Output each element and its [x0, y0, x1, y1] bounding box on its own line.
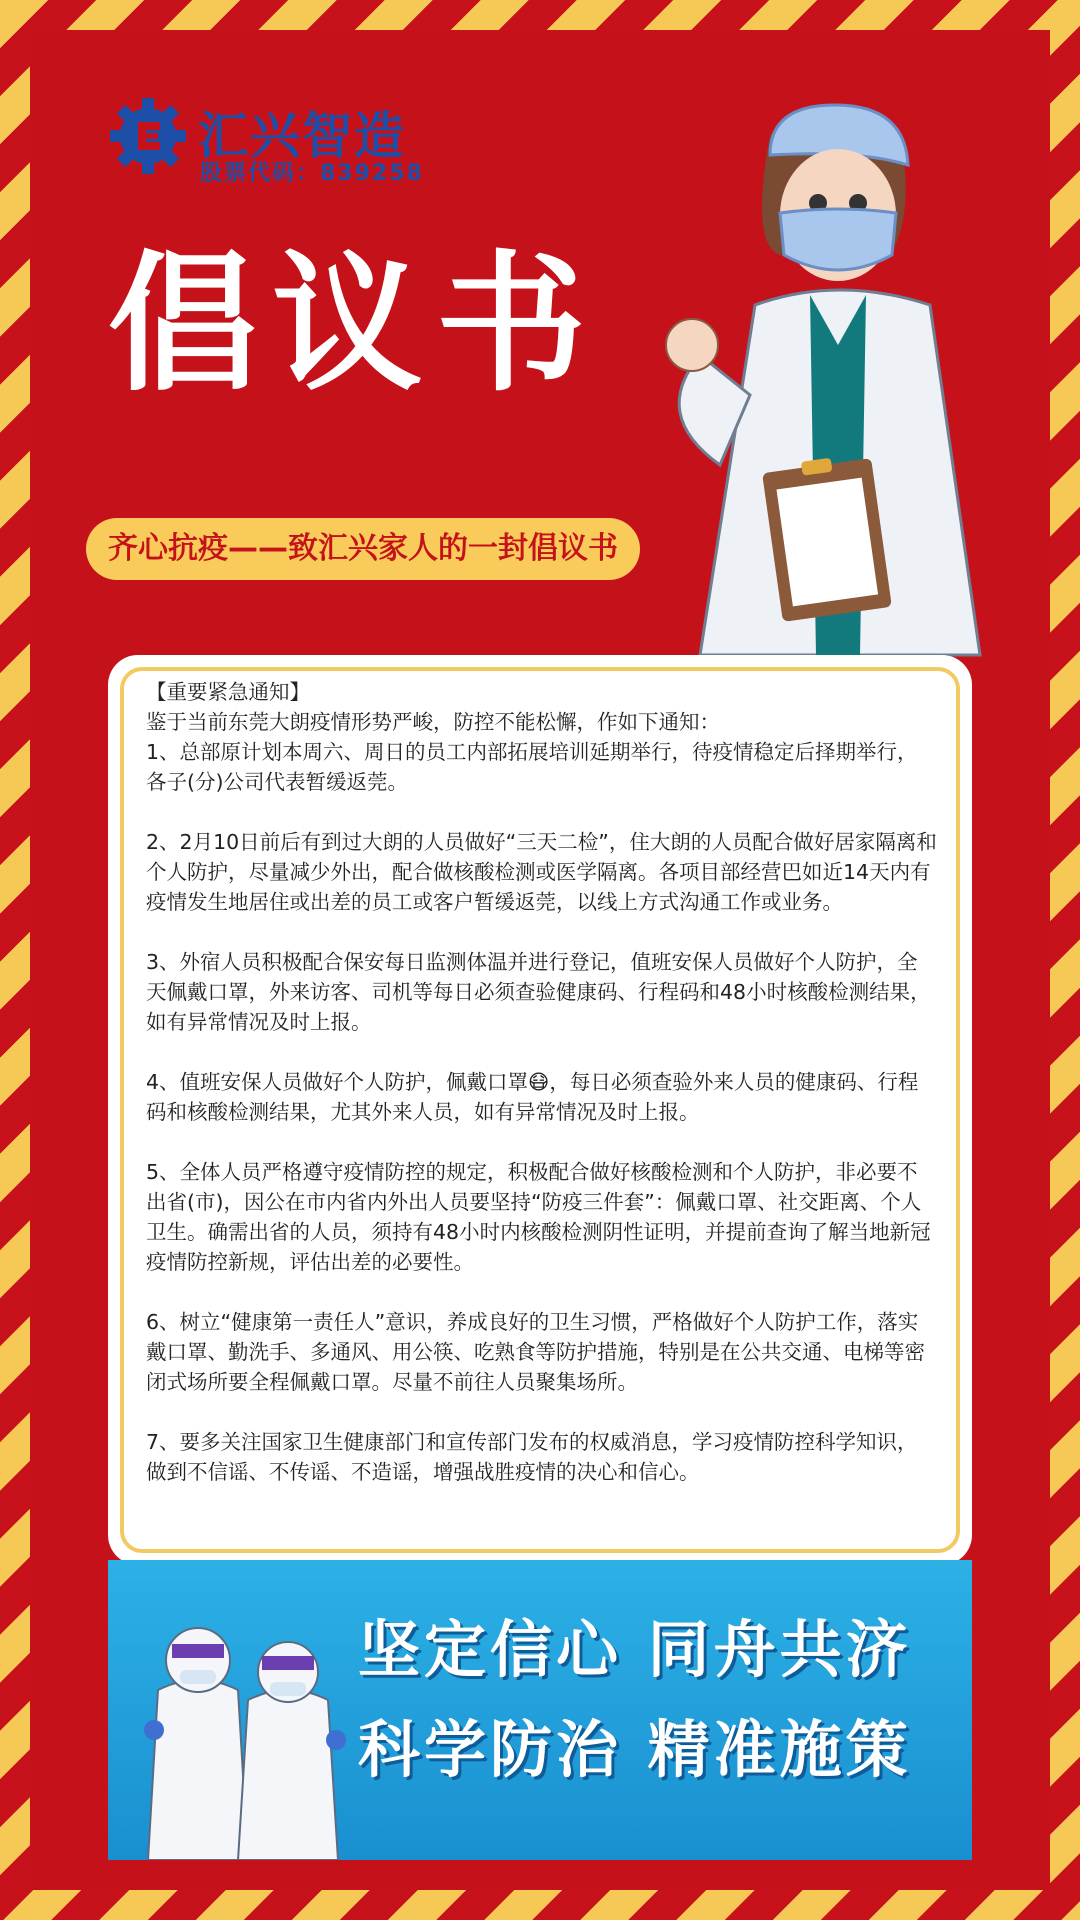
notice-intro: 鉴于当前东莞大朗疫情形势严峻，防控不能松懈，作如下通知：	[146, 710, 720, 734]
slogan-line-2: 科学防治 精准施策	[358, 1713, 912, 1786]
nurse-illustration	[660, 95, 1020, 665]
protective-suit-workers-illustration	[128, 1600, 368, 1860]
slogan-banner	[108, 1560, 972, 1860]
notice-item: 7、要多关注国家卫生健康部门和宣传部门发布的权威消息，学习疫情防控科学知识，做到不信谣、不传谣、不造谣，增强战胜疫情的决心和信心。	[146, 1430, 918, 1484]
gear-logo-icon	[108, 96, 188, 176]
notice-item: 2、2月10日前后有到过大朗的人员做好“三天二检”，住大朗的人员配合做好居家隔离和个人防护，尽量减少外出，配合做核酸检测或医学隔离。各项目部经营巴如近14天内有疫情发生地居住或出差的员工或客户暂缓返莞，以线上方式沟通工作或业务。	[146, 830, 937, 914]
notice-item: 1、总部原计划本周六、周日的员工内部拓展培训延期举行，待疫情稳定后择期举行，各子(分)公司代表暂缓返莞。	[146, 740, 918, 794]
notice-heading: 【重要紧急通知】	[146, 680, 310, 704]
notice-item: 5、全体人员严格遵守疫情防控的规定，积极配合做好核酸检测和个人防护，非必要不出省(市)，因公在市内省内外出人员要坚持“防疫三件套”：佩戴口罩、社交距离、个人卫生。确需出省的人员，须持有48小时内核酸检测阴性证明，并提前查询了解当地新冠疫情防控新规，评估出差的必要性。	[146, 1160, 931, 1274]
subtitle-pill: 齐心抗疫——致汇兴家人的一封倡议书	[86, 518, 640, 580]
notice-body	[146, 677, 938, 1487]
notice-item: 6、树立“健康第一责任人”意识，养成良好的卫生习惯，严格做好个人防护工作，落实戴口罩、勤洗手、多通风、用公筷、吃熟食等防护措施，特别是在公共交通、电梯等密闭式场所要全程佩戴口罩。尽量不前往人员聚集场所。	[146, 1310, 925, 1394]
notice-item: 4、值班安保人员做好个人防护，佩戴口罩😷，每日必须查验外来人员的健康码、行程码和核酸检测结果，尤其外来人员，如有异常情况及时上报。	[146, 1070, 919, 1124]
company-name: 汇兴智造	[198, 107, 406, 165]
page-title: 倡议书	[108, 238, 601, 412]
slogan-line-1: 坚定信心 同舟共济	[358, 1613, 912, 1686]
notice-card	[108, 655, 972, 1565]
stock-code: 股票代码：839258	[200, 161, 424, 186]
company-logo	[108, 96, 438, 186]
notice-item: 3、外宿人员积极配合保安每日监测体温并进行登记，值班安保人员做好个人防护，全天佩戴口罩，外来访客、司机等每日必须查验健康码、行程码和48小时核酸检测结果，如有异常情况及时上报。	[146, 950, 931, 1034]
